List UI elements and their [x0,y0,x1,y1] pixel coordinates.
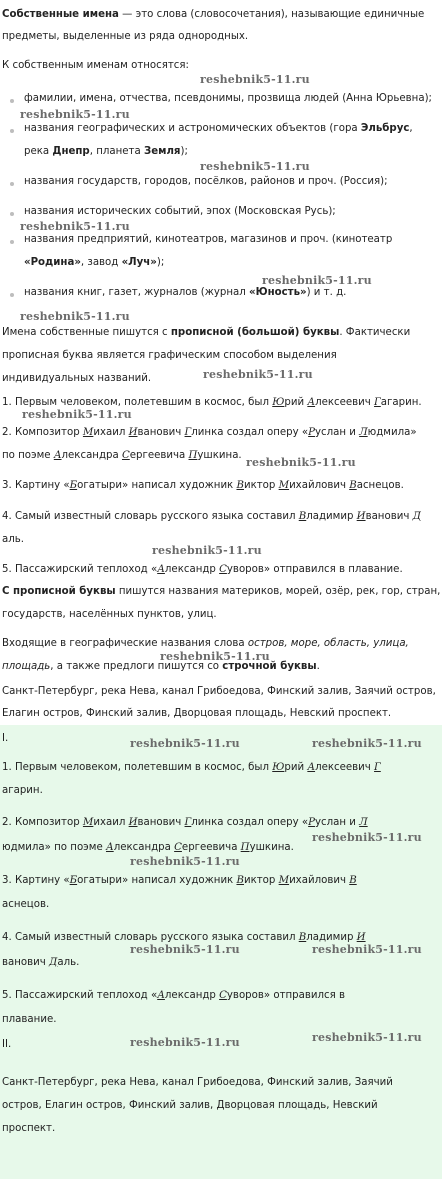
list-item: фамилии, имена, отчества, псевдонимы, прозвища людей (Анна Юрьевна); [24,93,432,104]
bullet-icon [10,293,14,297]
watermark: reshebnik5-11.ru [152,544,262,557]
answer-example-line-1: Санкт-Петербург, река Нева, канал Грибоедова, Финский залив, Заячий [2,1077,393,1088]
watermark: reshebnik5-11.ru [130,1036,240,1049]
answer-sentence-4: 4. Самый известный словарь русского языка составил Владимир И [2,932,366,943]
list-item: названия предприятий, кинотеатров, магазинов и проч. (кинотеатр [24,234,393,245]
watermark: reshebnik5-11.ru [312,831,422,844]
rule2-line-1: С прописной буквы пишутся названия материков, морей, озёр, рек, гор, стран, [2,586,441,597]
answer-block [0,725,442,1179]
task-sentence-4: 4. Самый известный словарь русского языка составил Владимир Иванович Д [2,511,421,522]
capital-rule-line-3: индивидуальных названий. [2,373,152,384]
answer-sentence-4-continuation: ванович Даль. [2,957,80,968]
task-sentence-1: 1. Первым человеком, полетевшим в космос, был Юрий Алексеевич Гагарин. [2,397,422,408]
capital-rule-line-2: прописная буква является графическим способом выделения [2,350,337,361]
answer-sentence-2-continuation: юдмила» по поэме Александра Сергеевича Пушкина. [2,842,294,853]
answer-example-line-2: остров, Елагин остров, Финский залив, Дворцовая площадь, Невский [2,1100,378,1111]
watermark: reshebnik5-11.ru [262,274,372,287]
task-sentence-3: 3. Картину «Богатыри» написал художник Виктор Михайлович Васнецов. [2,480,404,491]
example-line-1: Санкт-Петербург, река Нева, канал Грибоедова, Финский залив, Заячий остров, [2,686,436,697]
watermark: reshebnik5-11.ru [312,737,422,750]
watermark: reshebnik5-11.ru [246,456,356,469]
list-item: названия государств, городов, посёлков, районов и проч. (Россия); [24,176,388,187]
rule2-line-4: площадь, а также предлоги пишутся со строчной буквы. [2,661,320,672]
task-sentence-5: 5. Пассажирский теплоход «Александр Суворов» отправился в плавание. [2,564,403,575]
watermark: reshebnik5-11.ru [203,368,313,381]
answer-sentence-5-continuation: плавание. [2,1014,57,1025]
watermark: reshebnik5-11.ru [312,1031,422,1044]
list-item-continuation: «Родина», завод «Луч»); [24,257,165,268]
rule2-line-3: Входящие в географические названия слова остров, море, область, улица, [2,638,409,649]
watermark: reshebnik5-11.ru [160,650,270,663]
definition-line-2: предметы, выделенные из ряда однородных. [2,31,249,42]
answer-sentence-1: 1. Первым человеком, полетевшим в космос, был Юрий Алексеевич Г [2,762,381,773]
list-item: названия географических и астрономических объектов (гора Эльбрус, [24,123,413,134]
rule2-line-2: государств, населённых пунктов, улиц. [2,609,217,620]
answer-sentence-1-continuation: агарин. [2,785,43,796]
list-intro: К собственным именам относятся: [2,60,189,71]
watermark: reshebnik5-11.ru [130,943,240,956]
answer-example-line-3: проспект. [2,1123,56,1134]
answer-sentence-2: 2. Композитор Михаил Иванович Глинка создал оперу «Руслан и Л [2,817,368,828]
list-item: названия книг, газет, журналов (журнал «Юность») и т. д. [24,287,347,298]
watermark: reshebnik5-11.ru [22,408,132,421]
example-line-2: Елагин остров, Финский залив, Дворцовая площадь, Невский проспект. [2,708,392,719]
answer-sentence-5: 5. Пассажирский теплоход «Александр Суворов» отправился в [2,990,345,1001]
bullet-icon [10,129,14,133]
task-sentence-2: 2. Композитор Михаил Иванович Глинка создал оперу «Руслан и Людмила» [2,427,417,438]
capital-rule-line-1: Имена собственные пишутся с прописной (большой) буквы. Фактически [2,327,411,338]
bullet-icon [10,240,14,244]
list-item-continuation: река Днепр, планета Земля); [24,146,188,157]
list-item: названия исторических событий, эпох (Московская Русь); [24,206,336,217]
task-sentence-4-continuation: аль. [2,534,24,545]
bullet-icon [10,182,14,186]
watermark: reshebnik5-11.ru [130,737,240,750]
part-label: I. [2,733,9,744]
bullet-icon [10,99,14,103]
answer-sentence-3: 3. Картину «Богатыри» написал художник Виктор Михайлович В [2,875,357,886]
task-sentence-2-continuation: по поэме Александра Сергеевича Пушкина. [2,450,242,461]
watermark: reshebnik5-11.ru [312,943,422,956]
watermark: reshebnik5-11.ru [130,855,240,868]
definition-line-1: Собственные имена — это слова (словосочетания), называющие единичные [2,9,425,20]
part-label: II. [2,1039,12,1050]
watermark: reshebnik5-11.ru [20,310,130,323]
watermark: reshebnik5-11.ru [200,73,310,86]
watermark: reshebnik5-11.ru [20,220,130,233]
watermark: reshebnik5-11.ru [20,108,130,121]
answer-sentence-3-continuation: аснецов. [2,899,50,910]
bullet-icon [10,212,14,216]
watermark: reshebnik5-11.ru [200,160,310,173]
